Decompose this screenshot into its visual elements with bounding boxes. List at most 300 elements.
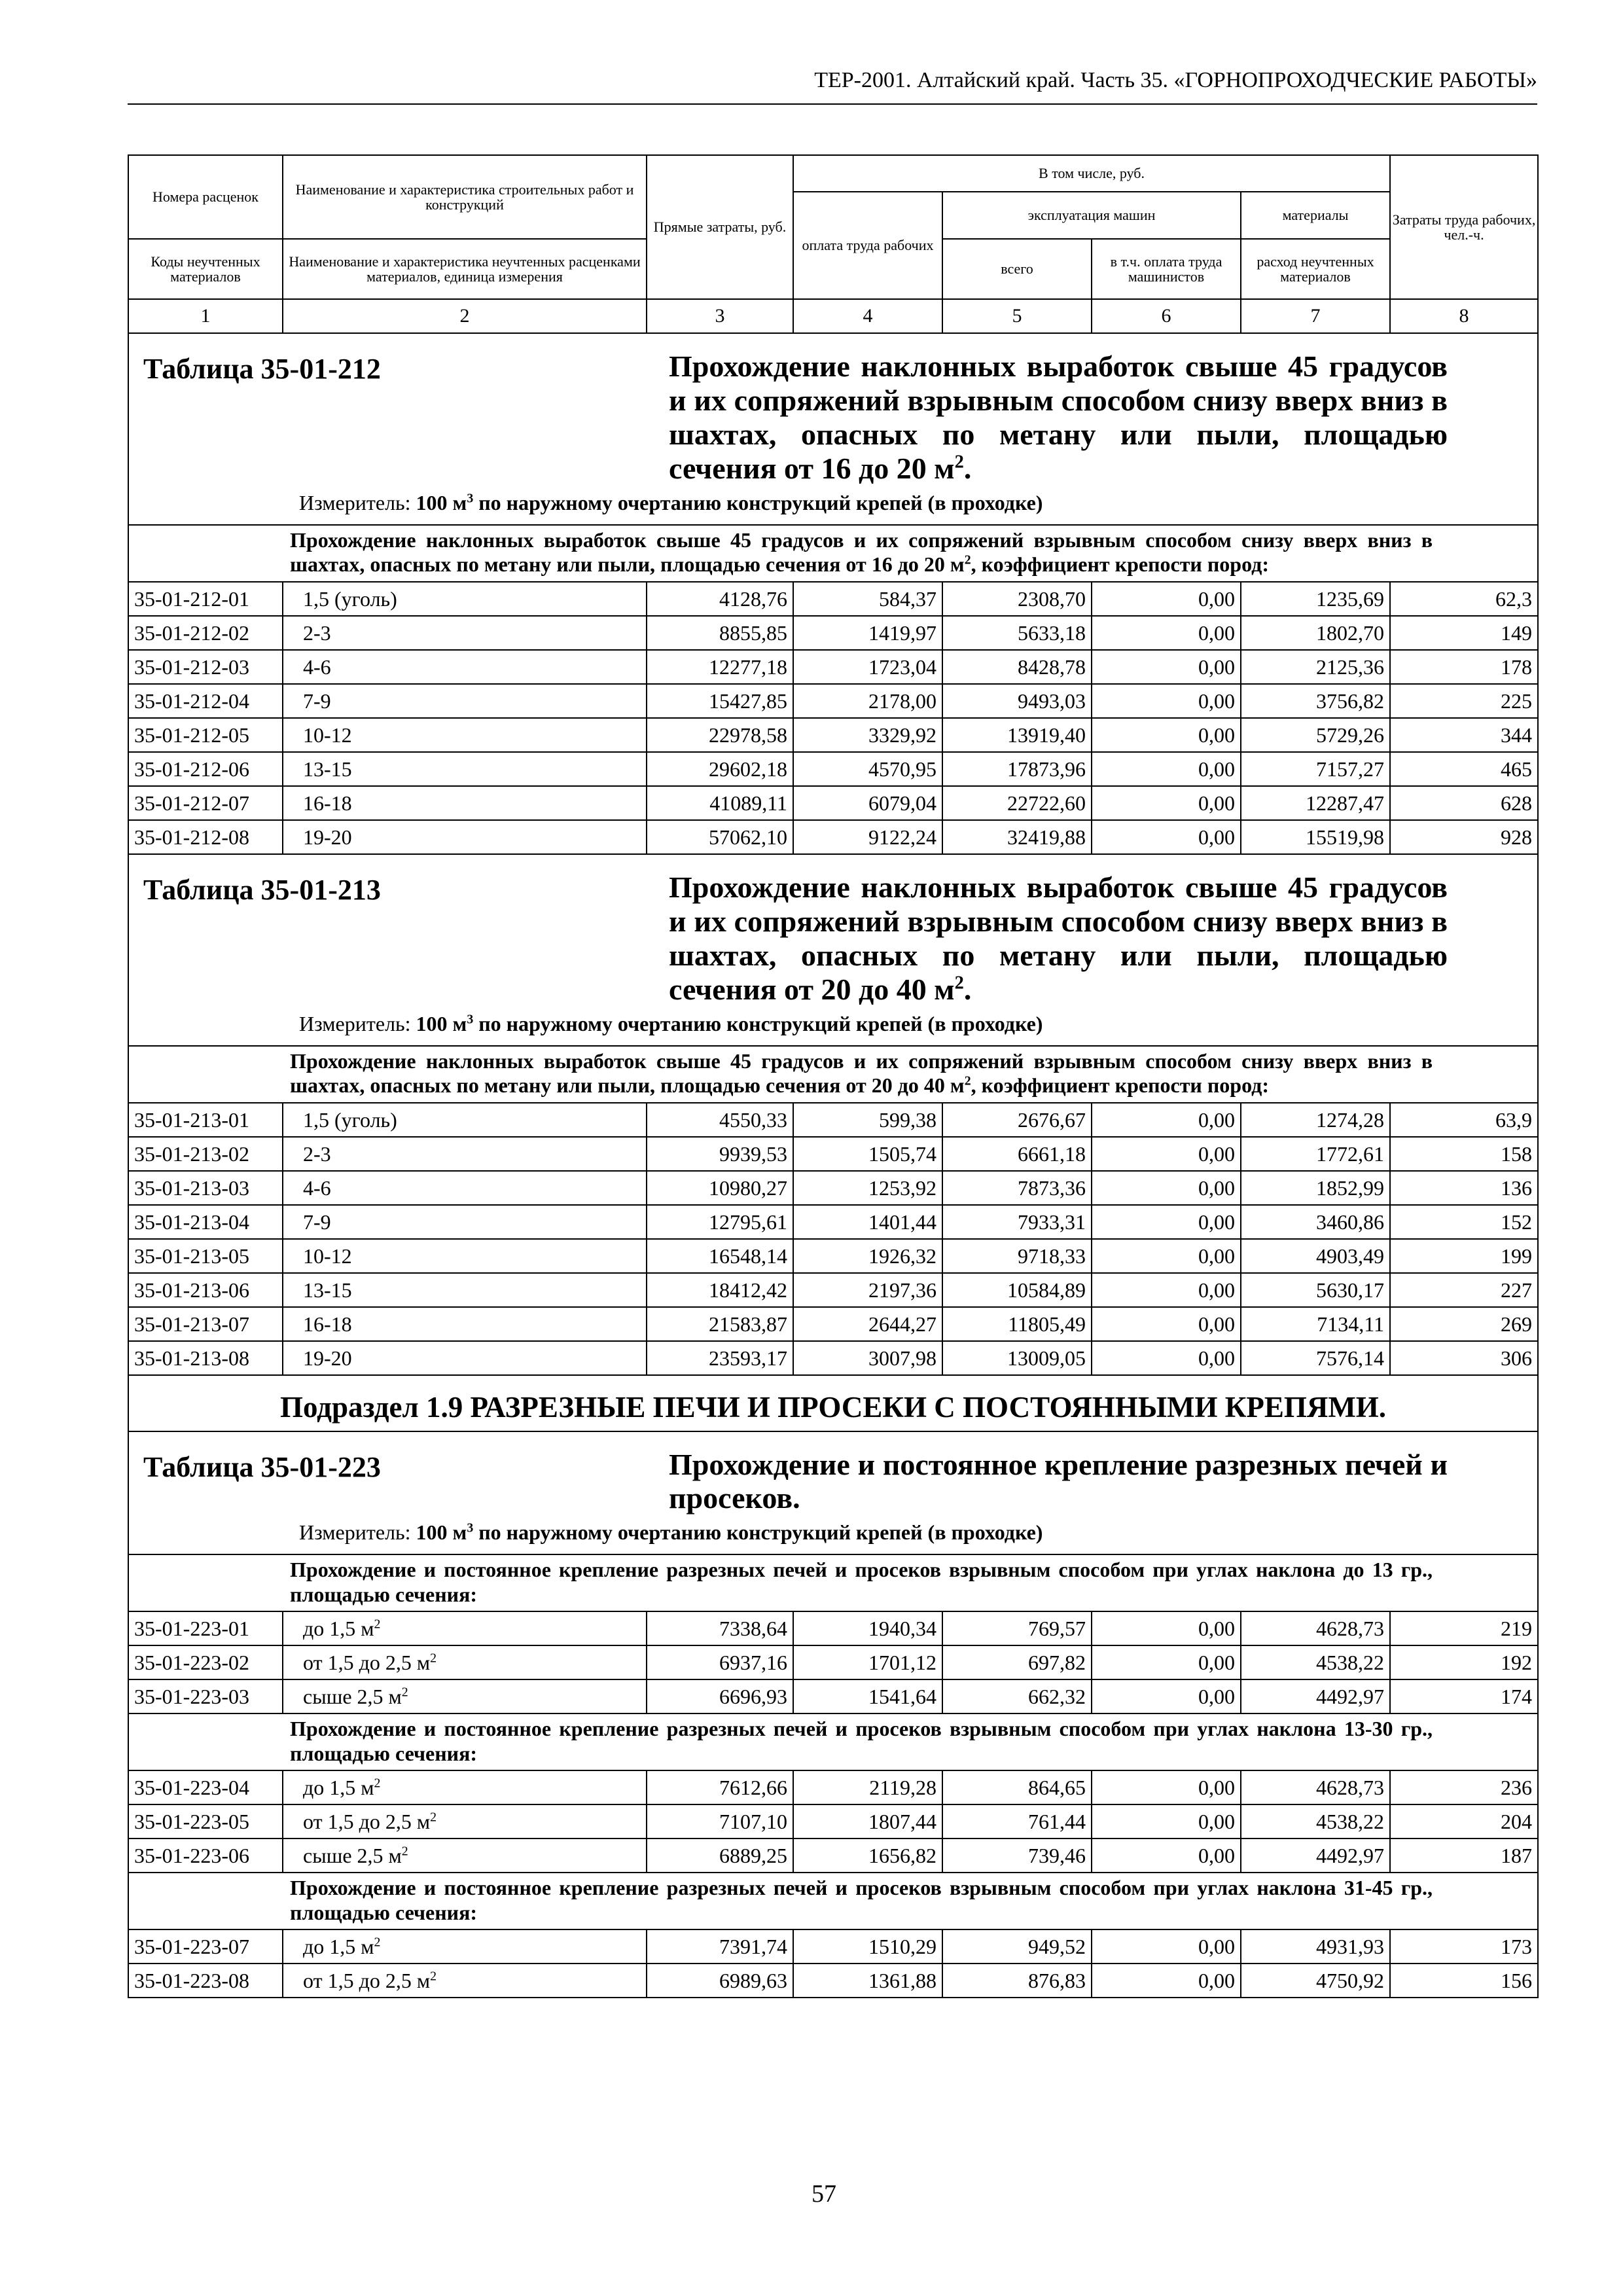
work-description-text: Прохождение наклонных выработок свыше 45 градусов и их сопряжений взрывным способом снизу вверх вниз в шахтах, опасных по метану или пыли, площадью сечения от 16 до 20 м: [290, 528, 1433, 577]
cell-text: 7612,66: [719, 1776, 787, 1800]
cell-text: 35-01-223-02: [134, 1651, 249, 1675]
cell-text: 7576,14: [1316, 1346, 1385, 1370]
rate-value: [793, 616, 942, 650]
rate-code: [128, 1645, 283, 1679]
cell-text: 35-01-212-06: [134, 757, 249, 781]
cell-text: 1701,12: [868, 1651, 936, 1675]
cell-text: 697,82: [1028, 1651, 1086, 1675]
cell-text: 0,00: [1198, 1141, 1235, 1166]
rate-value: [793, 1770, 942, 1804]
rate-value: [793, 752, 942, 786]
cell-text: 62,3: [1495, 586, 1533, 611]
rate-value: [1390, 752, 1538, 786]
table-row: [128, 650, 1538, 684]
table-row: [128, 1679, 1538, 1713]
cell-text: 4903,49: [1316, 1244, 1385, 1268]
work-description: [128, 1873, 1538, 1929]
rate-value: [1092, 1679, 1241, 1713]
cell-text: 599,38: [879, 1107, 936, 1132]
work-description-row: [128, 1046, 1538, 1103]
rate-value: [1092, 650, 1241, 684]
cell-text: 7107,10: [719, 1810, 787, 1834]
rate-value: [1092, 1964, 1241, 1998]
rate-value: [1390, 1770, 1538, 1804]
table-title-text: Прохождение и постоянное крепление разрезных печей и просеков.: [669, 1447, 1448, 1515]
cell-text: 1541,64: [868, 1685, 936, 1709]
cell-text: 769,57: [1028, 1617, 1086, 1641]
rate-name: [283, 786, 647, 820]
table-title-text: Прохождение наклонных выработок свыше 45 градусов и их сопряжений взрывным способом снизу вверх вниз в шахтах, опасных по метану или пыли, площадью сечения от 16 до 20 м: [669, 350, 1448, 485]
table-row: [128, 1804, 1538, 1839]
rate-value: [942, 1307, 1092, 1341]
cell-text: 2676,67: [1018, 1107, 1086, 1132]
rate-name: [283, 718, 647, 752]
rate-value: [1390, 1205, 1538, 1239]
cell-text: 0,00: [1198, 1244, 1235, 1268]
rate-value: [647, 1307, 793, 1341]
work-description-text: Прохождение наклонных выработок свыше 45 градусов и их сопряжений взрывным способом снизу вверх вниз в шахтах, опасных по метану или пыли, площадью сечения от 20 до 40 м: [290, 1049, 1433, 1098]
cell-text: 928: [1501, 825, 1533, 849]
rate-value: [1092, 1611, 1241, 1645]
rate-value: [1092, 1137, 1241, 1171]
rate-code: [128, 718, 283, 752]
rate-value: [942, 1839, 1092, 1873]
rate-value: [793, 1171, 942, 1205]
rate-value: [647, 1273, 793, 1307]
work-description: [128, 1046, 1538, 1103]
cell-text: 4570,95: [868, 757, 936, 781]
meter-line: [143, 1012, 1523, 1036]
section-heading: [143, 1441, 1523, 1516]
rate-value: [1241, 752, 1390, 786]
cell-text: 187: [1501, 1844, 1533, 1868]
table-row: [128, 820, 1538, 854]
cell-text: до 1,5 м: [303, 1617, 374, 1641]
cell-text: 22978,58: [709, 723, 787, 747]
cell-text: 4538,22: [1316, 1810, 1385, 1834]
meter-rest-text: по наружному очертанию конструкций крепей (в проходке): [478, 1520, 1043, 1545]
cell-text: 1852,99: [1316, 1175, 1385, 1200]
cell-text: 158: [1501, 1141, 1533, 1166]
rate-value: [647, 582, 793, 616]
rate-value: [1092, 1239, 1241, 1273]
column-number-row: [128, 299, 1538, 333]
col-name-bottom: Наименование и характеристика неучтенных расценками материалов, единица измерения: [283, 239, 647, 299]
cell-text: 1401,44: [868, 1210, 936, 1234]
column-number: 4: [793, 299, 942, 333]
cell-text: 35-01-223-05: [134, 1810, 249, 1834]
section-heading: [143, 343, 1523, 486]
cell-text: 7-9: [303, 689, 331, 713]
cell-text: 1419,97: [868, 620, 936, 645]
cell-text: 0,00: [1198, 1969, 1235, 1993]
col-direct-costs: Прямые затраты, руб.: [647, 155, 793, 299]
rate-value: [942, 1770, 1092, 1804]
cell-text: 136: [1501, 1175, 1533, 1200]
cell-text: 225: [1501, 689, 1533, 713]
rate-value: [1241, 718, 1390, 752]
rate-name: [283, 1929, 647, 1964]
work-description-row: [128, 1554, 1538, 1611]
cell-text: 4628,73: [1316, 1776, 1385, 1800]
cell-text: 16-18: [303, 1312, 352, 1336]
table-row: [128, 616, 1538, 650]
cell-text: 63,9: [1495, 1107, 1533, 1132]
rate-code: [128, 1137, 283, 1171]
rate-value: [942, 1929, 1092, 1964]
superscript: 3: [467, 1011, 474, 1026]
cell-text: 35-01-212-08: [134, 825, 249, 849]
rate-name: [283, 1341, 647, 1375]
rate-code: [128, 786, 283, 820]
col-codes-bottom: Коды неучтенных материалов: [128, 239, 283, 299]
rate-value: [1241, 1273, 1390, 1307]
rate-code: [128, 1679, 283, 1713]
cell-text: 13919,40: [1007, 723, 1086, 747]
table-number: Таблица 35-01-223: [143, 1450, 381, 1483]
cell-text: 1274,28: [1316, 1107, 1385, 1132]
rate-value: [647, 684, 793, 718]
cell-text: 0,00: [1198, 1278, 1235, 1302]
table-section-header: [128, 1431, 1538, 1555]
cell-text: 1,5 (уголь): [303, 586, 397, 611]
cell-text: 13-15: [303, 1278, 352, 1302]
rate-value: [1241, 1137, 1390, 1171]
cell-text: 2644,27: [868, 1312, 936, 1336]
rate-name: [283, 1137, 647, 1171]
cell-text: сыше 2,5 м: [303, 1844, 402, 1868]
rate-name: [283, 752, 647, 786]
rate-value: [1390, 1645, 1538, 1679]
rate-code: [128, 1239, 283, 1273]
meter-line: [143, 491, 1523, 515]
rate-value: [942, 582, 1092, 616]
cell-text: 35-01-223-06: [134, 1844, 249, 1868]
cell-text: 3756,82: [1316, 689, 1385, 713]
rate-value: [647, 820, 793, 854]
cell-text: 35-01-213-05: [134, 1244, 249, 1268]
rate-code: [128, 1273, 283, 1307]
rate-code: [128, 1103, 283, 1137]
col-wages: оплата труда рабочих: [793, 192, 942, 299]
cell-text: 152: [1501, 1210, 1533, 1234]
rate-value: [793, 820, 942, 854]
cell-text: 1656,82: [868, 1844, 936, 1868]
rate-value: [1092, 820, 1241, 854]
work-description-row: [128, 1873, 1538, 1929]
table-row: [128, 718, 1538, 752]
rate-code: [128, 582, 283, 616]
superscript: 2: [954, 452, 964, 473]
rate-value: [1241, 1171, 1390, 1205]
cell-text: 7157,27: [1316, 757, 1385, 781]
cell-text: 0,00: [1198, 1935, 1235, 1959]
table-row: [128, 582, 1538, 616]
rate-code: [128, 1804, 283, 1839]
cell-text: 761,44: [1028, 1810, 1086, 1834]
rate-name: [283, 1611, 647, 1645]
meter-label: Измеритель:: [299, 1011, 411, 1035]
cell-text: 864,65: [1028, 1776, 1086, 1800]
work-description-text: Прохождение и постоянное крепление разрезных печей и просеков взрывным способом при углах наклона 13-30 гр., площадью сечения:: [290, 1717, 1433, 1765]
table-row: [128, 1239, 1538, 1273]
col-machines-group: эксплуатация машин: [942, 192, 1241, 239]
cell-text: 2-3: [303, 620, 331, 645]
cell-text: 3007,98: [868, 1346, 936, 1370]
rate-value: [1390, 820, 1538, 854]
cell-text: 35-01-212-01: [134, 586, 249, 611]
rate-value: [942, 1804, 1092, 1839]
cell-text: 12277,18: [709, 655, 787, 679]
rate-value: [647, 1137, 793, 1171]
cell-text: 306: [1501, 1346, 1533, 1370]
cell-text: 0,00: [1198, 689, 1235, 713]
cell-text: 628: [1501, 791, 1533, 815]
cell-text: 4538,22: [1316, 1651, 1385, 1675]
superscript: 2: [954, 973, 964, 994]
col-materials-group: материалы: [1241, 192, 1390, 239]
cell-text: 35-01-213-03: [134, 1175, 249, 1200]
cell-text: 236: [1501, 1776, 1533, 1800]
rate-value: [1092, 1839, 1241, 1873]
rate-value: [647, 1679, 793, 1713]
table-row: [128, 1137, 1538, 1171]
rate-value: [942, 1341, 1092, 1375]
cell-text: 227: [1501, 1278, 1533, 1302]
cell-text: 876,83: [1028, 1969, 1086, 1993]
col-labor-costs: Затраты труда рабочих, чел.-ч.: [1390, 155, 1538, 299]
cell-text: 0,00: [1198, 1844, 1235, 1868]
cell-text: 0,00: [1198, 586, 1235, 611]
rate-code: [128, 1307, 283, 1341]
cell-text: 0,00: [1198, 1107, 1235, 1132]
superscript: 2: [430, 1651, 437, 1666]
rate-value: [793, 1645, 942, 1679]
rate-value: [1241, 786, 1390, 820]
rate-value: [942, 1171, 1092, 1205]
cell-text: 949,52: [1028, 1935, 1086, 1959]
rate-value: [793, 1341, 942, 1375]
cell-text: 0,00: [1198, 1175, 1235, 1200]
cell-text: 35-01-212-03: [134, 655, 249, 679]
rate-value: [942, 1103, 1092, 1137]
rate-value: [647, 650, 793, 684]
rate-value: [1390, 786, 1538, 820]
cell-text: 41089,11: [709, 791, 787, 815]
cell-text: от 1,5 до 2,5 м: [303, 1969, 431, 1993]
rate-value: [1241, 1341, 1390, 1375]
cell-text: 1510,29: [868, 1935, 936, 1959]
rate-name: [283, 820, 647, 854]
cell-text: 15427,85: [709, 689, 787, 713]
cell-text: от 1,5 до 2,5 м: [303, 1651, 431, 1675]
rate-code: [128, 1205, 283, 1239]
superscript: 2: [374, 1617, 381, 1632]
cell-text: 35-01-223-03: [134, 1685, 249, 1709]
rate-value: [647, 1103, 793, 1137]
rate-value: [1241, 1611, 1390, 1645]
cell-text: 4628,73: [1316, 1617, 1385, 1641]
rate-value: [942, 1679, 1092, 1713]
superscript: 3: [467, 1520, 474, 1535]
cell-text: 35-01-213-07: [134, 1312, 249, 1336]
cell-text: 57062,10: [709, 825, 787, 849]
rate-value: [1092, 718, 1241, 752]
cell-text: 35-01-212-04: [134, 689, 249, 713]
table-number: Таблица 35-01-212: [143, 353, 381, 385]
rate-value: [1241, 1645, 1390, 1679]
rate-name: [283, 1964, 647, 1998]
cell-text: 199: [1501, 1244, 1533, 1268]
cell-text: 7134,11: [1317, 1312, 1385, 1336]
rate-value: [942, 1137, 1092, 1171]
rate-value: [1241, 616, 1390, 650]
cell-text: 35-01-223-01: [134, 1617, 249, 1641]
cell-text: 18412,42: [709, 1278, 787, 1302]
cell-text: 739,46: [1028, 1844, 1086, 1868]
cell-text: 0,00: [1198, 1685, 1235, 1709]
cell-text: 16-18: [303, 791, 352, 815]
cell-text: 35-01-213-08: [134, 1346, 249, 1370]
table-row: [128, 1341, 1538, 1375]
column-number: 7: [1241, 299, 1390, 333]
cell-text: 1807,44: [868, 1810, 936, 1834]
cell-text: 35-01-212-02: [134, 620, 249, 645]
table-row: [128, 1171, 1538, 1205]
cell-text: 156: [1501, 1969, 1533, 1993]
cell-text: 204: [1501, 1810, 1533, 1834]
rate-value: [1092, 1929, 1241, 1964]
column-number: 3: [647, 299, 793, 333]
cell-text: 174: [1501, 1685, 1533, 1709]
rate-value: [793, 1679, 942, 1713]
rate-name: [283, 1103, 647, 1137]
running-header: ТЕР-2001. Алтайский край. Часть 35. «ГОРНОПРОХОДЧЕСКИЕ РАБОТЫ»: [814, 68, 1537, 92]
rate-value: [793, 684, 942, 718]
rate-value: [942, 752, 1092, 786]
rate-value: [1241, 1804, 1390, 1839]
rate-value: [793, 1239, 942, 1273]
cell-text: 21583,87: [709, 1312, 787, 1336]
header-rule: [128, 103, 1537, 105]
rate-value: [793, 1929, 942, 1964]
work-description-rest: , коэффициент крепости пород:: [971, 552, 1270, 577]
superscript: 2: [374, 1935, 381, 1950]
cell-text: 7338,64: [719, 1617, 787, 1641]
cell-text: 0,00: [1198, 1810, 1235, 1834]
cell-text: 3329,92: [868, 723, 936, 747]
cell-text: 35-01-213-04: [134, 1210, 249, 1234]
cell-text: 0,00: [1198, 1651, 1235, 1675]
section-heading-cell: [128, 333, 1538, 525]
cell-text: 7873,36: [1018, 1175, 1086, 1200]
rate-value: [1241, 820, 1390, 854]
superscript: 3: [467, 491, 474, 506]
rate-name: [283, 1645, 647, 1679]
rate-value: [793, 1205, 942, 1239]
rates-table: [128, 154, 1539, 1998]
meter-value: [416, 1012, 1043, 1035]
section-heading: [143, 864, 1523, 1007]
rate-code: [128, 820, 283, 854]
cell-text: 173: [1501, 1935, 1533, 1959]
rate-value: [1390, 1804, 1538, 1839]
cell-text: 10584,89: [1007, 1278, 1086, 1302]
rate-code: [128, 616, 283, 650]
rate-value: [1390, 1839, 1538, 1873]
rate-value: [647, 1171, 793, 1205]
cell-text: 2197,36: [868, 1278, 936, 1302]
rate-value: [942, 650, 1092, 684]
rate-name: [283, 1804, 647, 1839]
rate-code: [128, 1171, 283, 1205]
rate-value: [942, 1273, 1092, 1307]
rate-value: [942, 684, 1092, 718]
cell-text: 9939,53: [719, 1141, 787, 1166]
rate-value: [1390, 1964, 1538, 1998]
rate-name: [283, 1171, 647, 1205]
rate-code: [128, 684, 283, 718]
superscript: 2: [430, 1810, 437, 1825]
cell-text: 2178,00: [868, 689, 936, 713]
cell-text: 0,00: [1198, 757, 1235, 781]
rate-value: [1241, 1679, 1390, 1713]
rate-value: [647, 718, 793, 752]
meter-value-text: 100 м: [416, 1011, 467, 1035]
superscript: 2: [374, 1776, 381, 1791]
rate-value: [1390, 582, 1538, 616]
cell-text: 1940,34: [868, 1617, 936, 1641]
rate-value: [942, 616, 1092, 650]
cell-text: 13009,05: [1007, 1346, 1086, 1370]
rate-value: [1390, 1137, 1538, 1171]
rate-code: [128, 1611, 283, 1645]
meter-label: Измеритель:: [299, 1520, 411, 1545]
cell-text: 32419,88: [1007, 825, 1086, 849]
rate-code: [128, 1964, 283, 1998]
rate-value: [647, 1839, 793, 1873]
cell-text: 1802,70: [1316, 620, 1385, 645]
rate-value: [1241, 1307, 1390, 1341]
cell-text: 35-01-213-06: [134, 1278, 249, 1302]
subsection-heading: Подраздел 1.9 РАЗРЕЗНЫЕ ПЕЧИ И ПРОСЕКИ С ПОСТОЯННЫМИ КРЕПЯМИ.: [128, 1375, 1538, 1431]
cell-text: 3460,86: [1316, 1210, 1385, 1234]
work-description-text: Прохождение и постоянное крепление разрезных печей и просеков взрывным способом при углах наклона 31-45 гр., площадью сечения:: [290, 1876, 1433, 1924]
page-number: 57: [812, 2180, 836, 2208]
table-section-header: [128, 333, 1538, 525]
cell-text: 10980,27: [709, 1175, 787, 1200]
rate-value: [1092, 582, 1241, 616]
cell-text: 269: [1501, 1312, 1533, 1336]
cell-text: 35-01-213-01: [134, 1107, 249, 1132]
cell-text: 0,00: [1198, 825, 1235, 849]
cell-text: 23593,17: [709, 1346, 787, 1370]
cell-text: 13-15: [303, 757, 352, 781]
table-row: [128, 752, 1538, 786]
column-number: 6: [1092, 299, 1241, 333]
rates-document: [128, 154, 1537, 1998]
column-number: 5: [942, 299, 1092, 333]
work-description-row: [128, 525, 1538, 582]
rate-name: [283, 1307, 647, 1341]
cell-text: 6989,63: [719, 1969, 787, 1993]
cell-text: 4128,76: [719, 586, 787, 611]
cell-text: 4931,93: [1316, 1935, 1385, 1959]
cell-text: 344: [1501, 723, 1533, 747]
rate-value: [647, 786, 793, 820]
table-section-header: [128, 854, 1538, 1046]
rate-value: [1092, 1273, 1241, 1307]
